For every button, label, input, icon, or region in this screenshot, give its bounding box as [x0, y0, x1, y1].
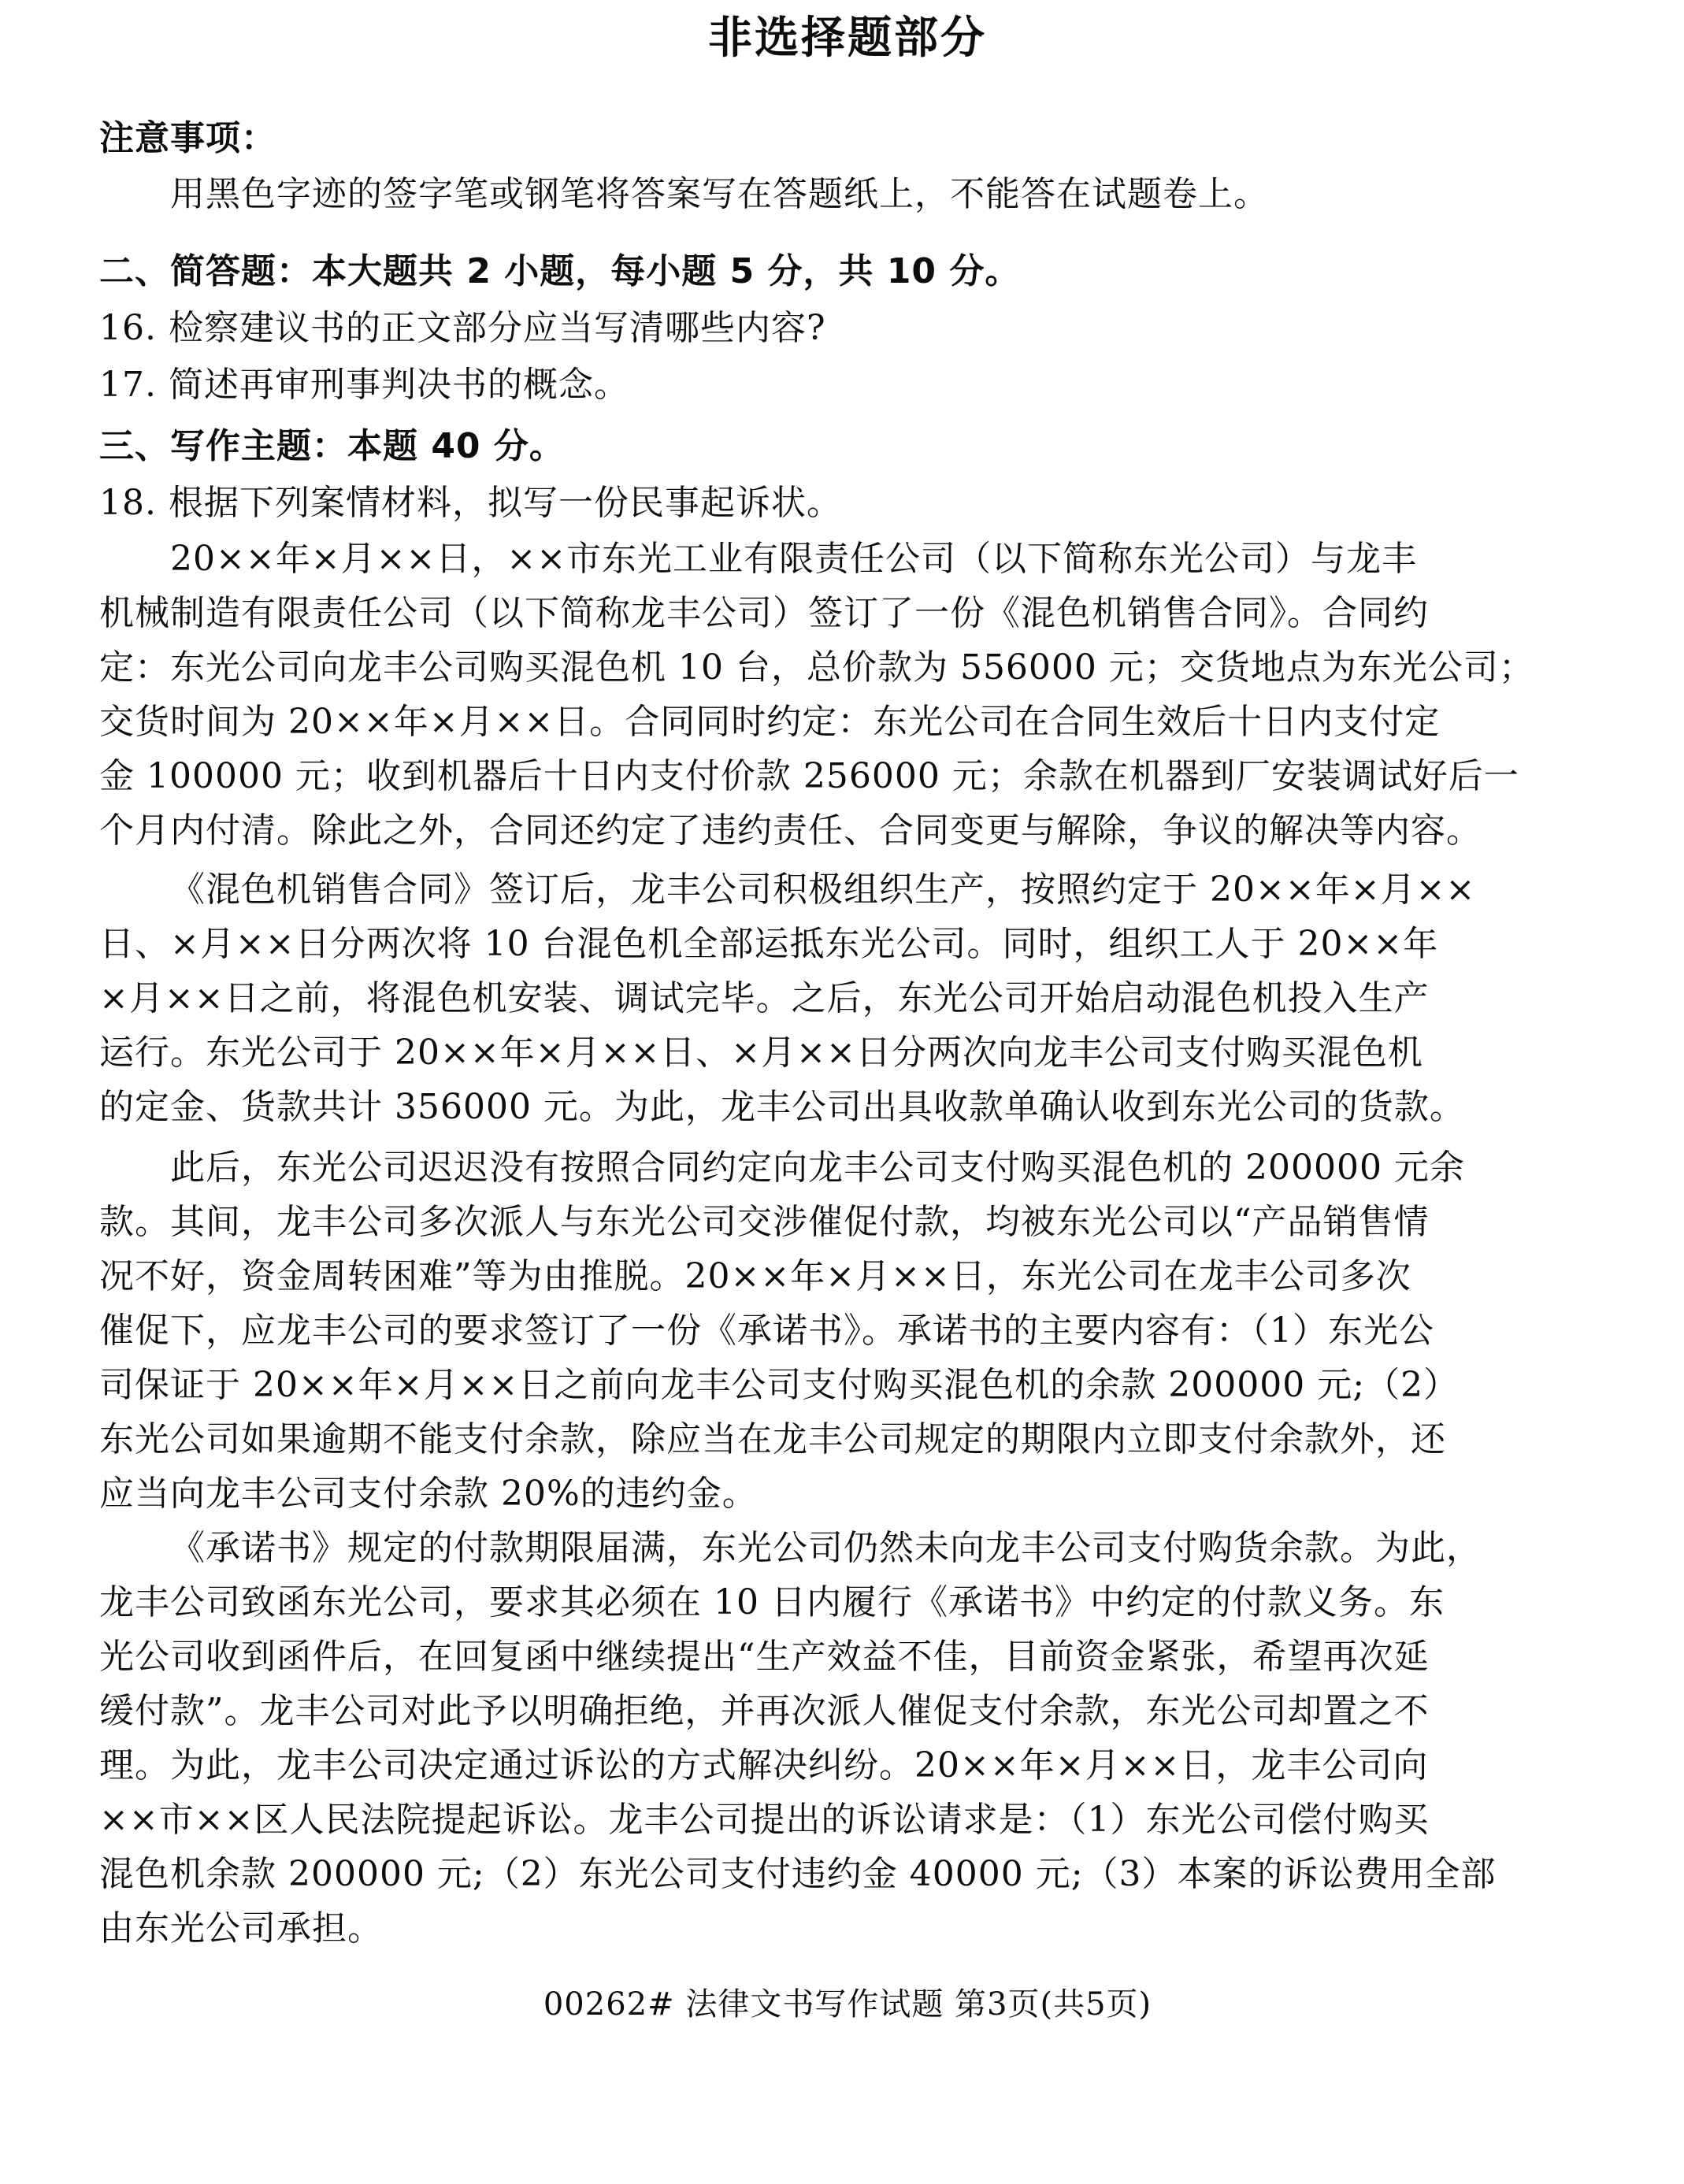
question-17: 17. 简述再审刑事判决书的概念。 [99, 365, 629, 405]
case-line: 款。其间，龙丰公司多次派人与东光公司交涉催促付款，均被东光公司以“产品销售情 [99, 1202, 1430, 1242]
case-line: 司保证于 20××年×月××日之前向龙丰公司支付购买混色机的余款 200000 元;（2） [99, 1365, 1460, 1405]
notes-body: 用黑色字迹的签字笔或钢笔将答案写在答题纸上，不能答在试题卷上。 [170, 174, 1269, 214]
case-line: 理。为此，龙丰公司决定通过诉讼的方式解决纠纷。20××年×月××日，龙丰公司向 [99, 1745, 1429, 1785]
case-line: 《混色机销售合同》签订后，龙丰公司积极组织生产，按照约定于 20××年×月×× [170, 870, 1476, 910]
case-paragraph-3 [99, 1140, 1596, 1521]
case-line: 光公司收到函件后，在回复函中继续提出“生产效益不佳，目前资金紧张，希望再次延 [99, 1637, 1430, 1677]
case-material [99, 532, 1596, 1956]
case-line: 机械制造有限责任公司（以下简称龙丰公司）签订了一份《混色机销售合同》。合同约 [99, 593, 1429, 633]
case-line: 定：东光公司向龙丰公司购买混色机 10 台，总价款为 556000 元；交货地点为东光公司； [99, 647, 1534, 688]
case-line: 的定金、货款共计 356000 元。为此，龙丰公司出具收款单确认收到东光公司的货款。 [99, 1087, 1465, 1127]
case-line: 《承诺书》规定的付款期限届满，东光公司仍然未向龙丰公司支付购货余款。为此， [170, 1528, 1482, 1568]
case-paragraph-2 [99, 862, 1596, 1134]
case-line: 运行。东光公司于 20××年×月××日、×月××日分两次向龙丰公司支付购买混色机 [99, 1033, 1423, 1073]
case-line: 况不好，资金周转困难”等为由推脱。20××年×月××日，东光公司在龙丰公司多次 [99, 1256, 1411, 1296]
case-paragraph-4 [99, 1521, 1596, 1956]
case-line: 缓付款”。龙丰公司对此予以明确拒绝，并再次派人催促支付余款，东光公司却置之不 [99, 1691, 1430, 1731]
case-line: ××市××区人民法院提起诉讼。龙丰公司提出的诉讼请求是：（1）东光公司偿付购买 [99, 1800, 1430, 1840]
case-line: 此后，东光公司迟迟没有按照合同约定向龙丰公司支付购买混色机的 200000 元余 [170, 1148, 1465, 1188]
case-line: 催促下，应龙丰公司的要求签订了一份《承诺书》。承诺书的主要内容有：（1）东光公 [99, 1311, 1434, 1351]
case-line: 由东光公司承担。 [99, 1908, 383, 1949]
question-16: 16. 检察建议书的正文部分应当写清哪些内容? [99, 308, 826, 348]
case-line: 应当向龙丰公司支付余款 20%的违约金。 [99, 1474, 758, 1514]
page-footer: 00262# 法律文书写作试题 第3页(共5页) [543, 1986, 1152, 2023]
page-title: 非选择题部分 [708, 13, 987, 64]
case-line: 龙丰公司致函东光公司，要求其必须在 10 日内履行《承诺书》中约定的付款义务。东 [99, 1582, 1445, 1622]
case-line: 日、×月××日分两次将 10 台混色机全部运抵东光公司。同时，组织工人于 20××年 [99, 924, 1439, 964]
case-paragraph-1 [99, 532, 1596, 858]
case-line: 东光公司如果逾期不能支付余款，除应当在龙丰公司规定的期限内立即支付余款外，还 [99, 1419, 1446, 1459]
question-18: 18. 根据下列案情材料，拟写一份民事起诉状。 [99, 483, 842, 523]
case-line: 混色机余款 200000 元;（2）东光公司支付违约金 40000 元;（3）本案的诉讼费用全部 [99, 1854, 1497, 1894]
case-line: 交货时间为 20××年×月××日。合同同时约定：东光公司在合同生效后十日内支付定 [99, 702, 1441, 742]
section-3-heading: 三、写作主题：本题 40 分。 [99, 426, 565, 466]
notes-heading: 注意事项： [99, 118, 276, 158]
case-line: 20××年×月××日，××市东光工业有限责任公司（以下简称东光公司）与龙丰 [170, 539, 1418, 579]
section-2-heading: 二、简答题：本大题共 2 小题，每小题 5 分，共 10 分。 [99, 251, 1021, 291]
case-line: 个月内付清。除此之外，合同还约定了违约责任、合同变更与解除，争议的解决等内容。 [99, 810, 1482, 851]
case-line: 金 100000 元；收到机器后十日内支付价款 256000 元；余款在机器到厂安装调试好后一 [99, 756, 1519, 796]
case-line: ×月××日之前，将混色机安装、调试完毕。之后，东光公司开始启动混色机投入生产 [99, 978, 1430, 1018]
